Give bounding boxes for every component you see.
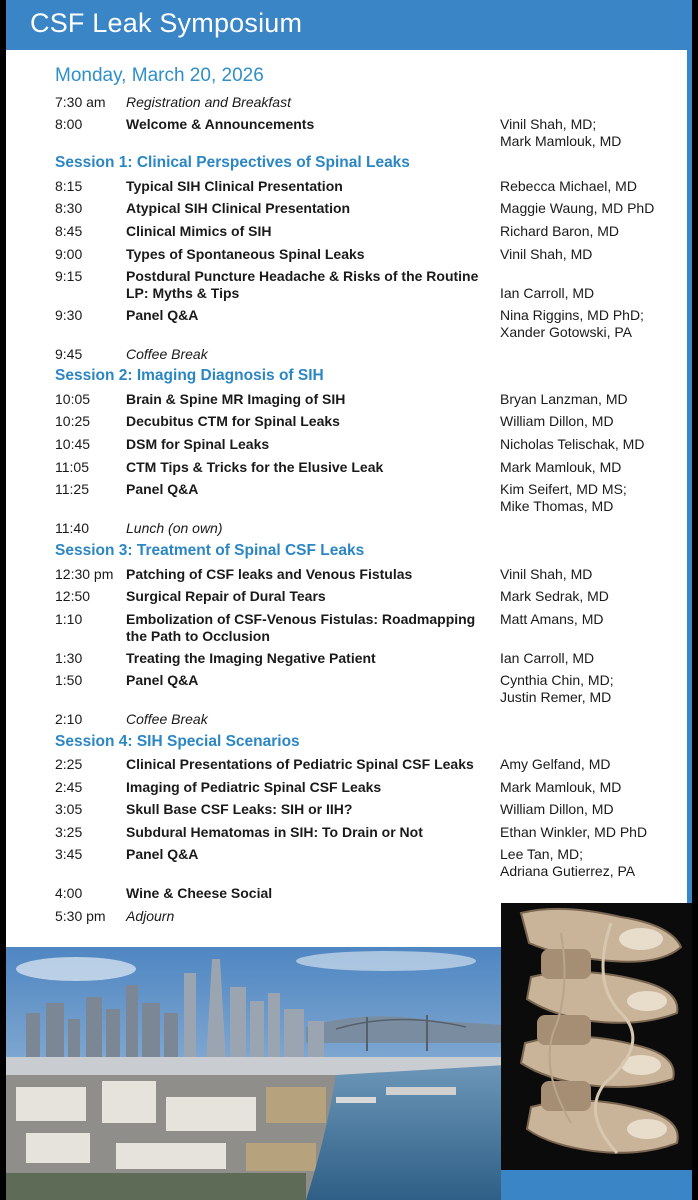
- agenda-time: 2:25: [55, 756, 83, 772]
- agenda-speaker: William Dillon, MD: [500, 801, 614, 817]
- agenda-topic: Adjourn: [126, 908, 175, 924]
- agenda-time: 4:00: [55, 885, 83, 901]
- session-heading: Session 2: Imaging Diagnosis of SIH: [55, 367, 324, 384]
- agenda-speaker: Rebecca Michael, MD: [500, 178, 637, 194]
- agenda-speaker: Ian Carroll, MD: [500, 650, 595, 666]
- agenda-topic: Embolization of CSF-Venous Fistulas: Roadmapping the Path to Occlusion: [126, 611, 476, 644]
- agenda-topic: Postdural Puncture Headache & Risks of the Routine LP: Myths & Tips: [126, 268, 479, 301]
- agenda-topic: Panel Q&A: [126, 672, 199, 688]
- agenda-time: 12:50: [55, 588, 91, 604]
- agenda-topic: Brain & Spine MR Imaging of SIH: [126, 391, 346, 407]
- agenda-topic: Panel Q&A: [126, 846, 199, 862]
- agenda-time: 8:15: [55, 178, 83, 194]
- agenda-topic: Subdural Hematomas in SIH: To Drain or Not: [126, 824, 423, 840]
- agenda-topic: Patching of CSF leaks and Venous Fistulas: [126, 566, 413, 582]
- agenda-speaker: Ian Carroll, MD: [500, 285, 595, 301]
- agenda-speaker: Richard Baron, MD: [500, 223, 620, 239]
- agenda-speaker: Vinil Shah, MD: [500, 566, 593, 582]
- agenda-time: 1:30: [55, 650, 83, 666]
- agenda-topic: Typical SIH Clinical Presentation: [126, 178, 343, 194]
- agenda-topic: Skull Base CSF Leaks: SIH or IIH?: [126, 801, 353, 817]
- agenda-speaker: Mark Mamlouk, MD: [500, 779, 622, 795]
- agenda-topic: Panel Q&A: [126, 307, 199, 323]
- agenda-time: 3:25: [55, 824, 83, 840]
- agenda-topic: Welcome & Announcements: [126, 116, 315, 132]
- agenda-speaker: Cynthia Chin, MD; Justin Remer, MD: [500, 672, 614, 705]
- agenda-time: 8:00: [55, 116, 83, 132]
- agenda-time: 2:45: [55, 779, 83, 795]
- agenda-time: 7:30 am: [55, 94, 106, 110]
- agenda-topic: DSM for Spinal Leaks: [126, 436, 270, 452]
- agenda-topic: Treating the Imaging Negative Patient: [126, 650, 376, 666]
- agenda-break: Coffee Break: [126, 711, 208, 727]
- agenda-speaker: Mark Sedrak, MD: [500, 588, 609, 604]
- agenda-time: 11:25: [55, 481, 89, 497]
- agenda-break: Lunch (on own): [126, 520, 223, 536]
- agenda-time: 10:25: [55, 413, 91, 429]
- session-heading: Session 1: Clinical Perspectives of Spinal Leaks: [55, 154, 410, 171]
- agenda-speaker: Ethan Winkler, MD PhD: [500, 824, 648, 840]
- agenda-break: Coffee Break: [126, 346, 208, 362]
- agenda-topic: Atypical SIH Clinical Presentation: [126, 200, 351, 216]
- agenda-speaker: Nicholas Telischak, MD: [500, 436, 645, 452]
- agenda-time: 1:50: [55, 672, 83, 688]
- spine-scan-image: [501, 903, 692, 1170]
- symposium-flyer: [6, 0, 692, 1200]
- agenda-time: 8:30: [55, 200, 83, 216]
- agenda-time: 9:45: [55, 346, 83, 362]
- agenda-time: 10:45: [55, 436, 91, 452]
- agenda-topic: Decubitus CTM for Spinal Leaks: [126, 413, 340, 429]
- agenda-speaker: Lee Tan, MD; Adriana Gutierrez, PA: [500, 846, 636, 879]
- agenda-topic: CTM Tips & Tricks for the Elusive Leak: [126, 459, 384, 475]
- agenda-time: 5:30 pm: [55, 908, 106, 924]
- agenda-speaker: Matt Amans, MD: [500, 611, 604, 627]
- agenda-speaker: Mark Mamlouk, MD: [500, 459, 622, 475]
- agenda-speaker: Bryan Lanzman, MD: [500, 391, 628, 407]
- event-date: Monday, March 20, 2026: [55, 65, 264, 86]
- agenda-time: 11:40: [55, 520, 89, 536]
- agenda-speaker: Nina Riggins, MD PhD; Xander Gotowski, PA: [500, 307, 644, 340]
- agenda-time: 9:30: [55, 307, 83, 323]
- page-title: CSF Leak Symposium: [30, 8, 303, 38]
- agenda-topic: Registration and Breakfast: [126, 94, 291, 110]
- agenda-topic: Clinical Presentations of Pediatric Spinal CSF Leaks: [126, 756, 474, 772]
- agenda-topic: Panel Q&A: [126, 481, 199, 497]
- agenda-topic: Types of Spontaneous Spinal Leaks: [126, 246, 365, 262]
- agenda-time: 8:45: [55, 223, 83, 239]
- agenda-speaker: Kim Seifert, MD MS; Mike Thomas, MD: [500, 481, 627, 514]
- header-bar: [6, 0, 692, 50]
- agenda-time: 10:05: [55, 391, 91, 407]
- agenda-time: 9:00: [55, 246, 83, 262]
- agenda-topic: Imaging of Pediatric Spinal CSF Leaks: [126, 779, 382, 795]
- agenda-time: 3:45: [55, 846, 83, 862]
- agenda-time: 11:05: [55, 459, 89, 475]
- agenda-speaker: Maggie Waung, MD PhD: [500, 200, 655, 216]
- agenda-time: 12:30 pm: [55, 566, 114, 582]
- agenda-topic: Wine & Cheese Social: [126, 885, 273, 901]
- agenda-speaker: William Dillon, MD: [500, 413, 614, 429]
- footer-accent-bar: [501, 1170, 692, 1200]
- agenda-topic: Clinical Mimics of SIH: [126, 223, 272, 239]
- session-heading: Session 4: SIH Special Scenarios: [55, 733, 300, 750]
- agenda-time: 9:15: [55, 268, 83, 284]
- session-heading: Session 3: Treatment of Spinal CSF Leaks: [55, 542, 365, 559]
- agenda-topic: Surgical Repair of Dural Tears: [126, 588, 326, 604]
- agenda-speaker: Vinil Shah, MD: [500, 246, 593, 262]
- agenda-time: 2:10: [55, 711, 83, 727]
- agenda-speaker: Amy Gelfand, MD: [500, 756, 611, 772]
- agenda-time: 3:05: [55, 801, 83, 817]
- agenda-speaker: Vinil Shah, MD; Mark Mamlouk, MD: [500, 116, 622, 149]
- agenda-time: 1:10: [55, 611, 83, 627]
- city-skyline-photo: [6, 947, 506, 1200]
